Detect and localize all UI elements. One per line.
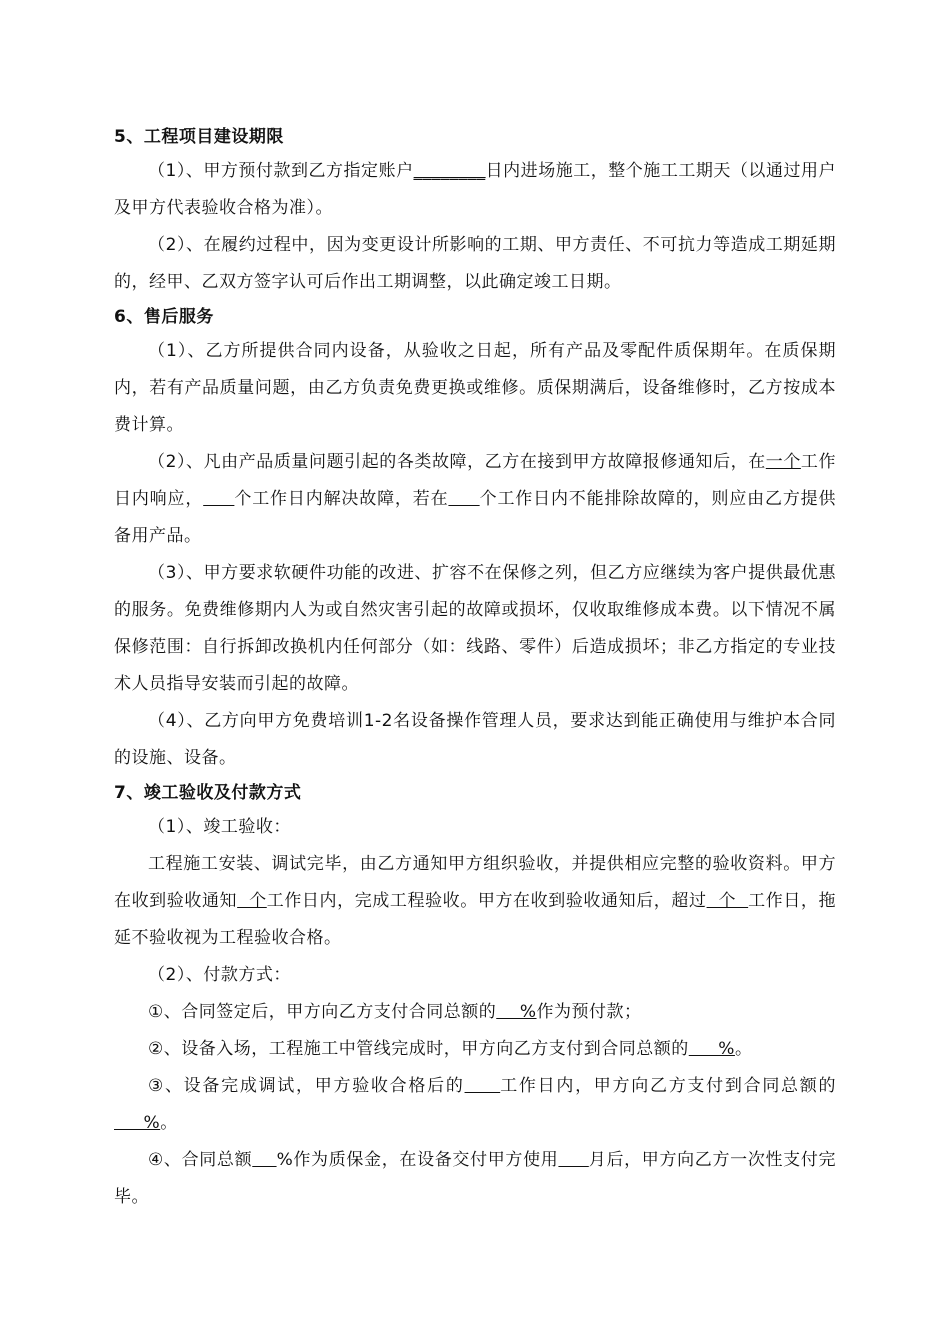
text-run: %作为质保金，在设备交付甲方使用 [276, 1150, 559, 1170]
section-7-paragraph-1: （1）、竣工验收： [148, 817, 291, 837]
blank-days: ________ [413, 161, 486, 181]
section-7-paragraph-2 [114, 846, 836, 957]
text-run: （1）、甲方预付款到乙方指定账户 [148, 161, 414, 181]
blank-pipeline-percent: % [688, 1039, 735, 1059]
payment-item-3 [114, 1068, 836, 1142]
text-run: 工程施工安装、调试完毕，由乙方通知甲方组织验收，并提供相应完整的验收资料。甲方在收到验收通知 [114, 854, 836, 911]
section-5-heading: 5、工程项目建设期限 [114, 127, 284, 147]
text-run: ②、设备入场，工程施工中管线完成时，甲方向乙方支付到合同总额的 [148, 1039, 689, 1059]
underlined-one: 一个 [765, 452, 801, 472]
text-run: 工作日内，甲方向乙方支付到合同总额的 [500, 1076, 836, 1096]
text-run: 。 [734, 1039, 753, 1059]
payment-item-4 [114, 1142, 836, 1216]
text-run: 日内进场施工，整个施工工期天（以通过用户及甲方代表验收合格为准）。 [114, 161, 836, 218]
text-run: 月后，甲方向乙方一次性支付完毕。 [114, 1150, 836, 1207]
section-5-paragraph-1 [114, 153, 836, 227]
text-run: ④、合同总额 [148, 1150, 253, 1170]
section-6-heading: 6、售后服务 [114, 307, 214, 327]
section-6-paragraph-1: （1）、乙方所提供合同内设备，从验收之日起，所有产品及零配件质保期年。在质保期内，若有产品质量问题，由乙方负责免费更换或维修。质保期满后，设备维修时，乙方按成本费计算。 [114, 341, 836, 435]
blank-delay-days: 个 [706, 891, 749, 911]
blank-debug-percent: % [114, 1113, 161, 1133]
blank-resolve-days [203, 489, 234, 509]
section-6-paragraph-2 [114, 444, 836, 555]
payment-item-1 [114, 994, 836, 1031]
text-run: 。 [160, 1113, 178, 1133]
blank-acceptance-days: 个 [237, 891, 267, 911]
section-6-paragraph-4: （4）、乙方向甲方免费培训1-2名设备操作管理人员，要求达到能正确使用与维护本合同的设施、设备。 [114, 711, 836, 768]
text-run: 工作日，拖延不验收视为工程验收合格。 [114, 891, 837, 948]
blank-retention-months [558, 1150, 588, 1170]
section-5-paragraph-2: （2）、在履约过程中，因为变更设计所影响的工期、甲方责任、不可抗力等造成工期延期的，经甲、乙双方签字认可后作出工期调整，以此确定竣工日期。 [114, 235, 836, 292]
text-run: ③、设备完成调试，甲方验收合格后的 [148, 1076, 465, 1096]
section-6-paragraph-3: （3）、甲方要求软硬件功能的改进、扩容不在保修之列，但乙方应继续为客户提供最优惠的服务。免费维修期内人为或自然灾害引起的故障或损坏，仅收取维修成本费。以下情况不属保修范围：自行拆卸改换机内任何部分（如：线路、零件）后造成损坏；非乙方指定的专业技术人员指导安装而引起的故障。 [114, 563, 836, 694]
section-7-paragraph-3: （2）、付款方式： [148, 965, 291, 985]
blank-advance-percent: % [496, 1002, 537, 1022]
blank-retention-percent [252, 1150, 276, 1170]
text-run: 个工作日内解决故障，若在 [234, 489, 449, 509]
blank-unresolved-days [448, 489, 479, 509]
text-run: 工作日内，完成工程验收。甲方在收到验收通知后，超过 [266, 891, 707, 911]
payment-item-2 [114, 1031, 836, 1068]
text-run: （2）、凡由产品质量问题引起的各类故障，乙方在接到甲方故障报修通知后，在 [148, 452, 766, 472]
blank-debug-days [465, 1076, 501, 1096]
section-7-heading: 7、竣工验收及付款方式 [114, 783, 302, 803]
text-run: 工作日内响应， [114, 452, 836, 509]
text-run: 作为预付款； [536, 1002, 642, 1022]
text-run: ①、合同签定后，甲方向乙方支付合同总额的 [148, 1002, 497, 1022]
text-run: 个工作日内不能排除故障的，则应由乙方提供备用产品。 [114, 489, 837, 546]
